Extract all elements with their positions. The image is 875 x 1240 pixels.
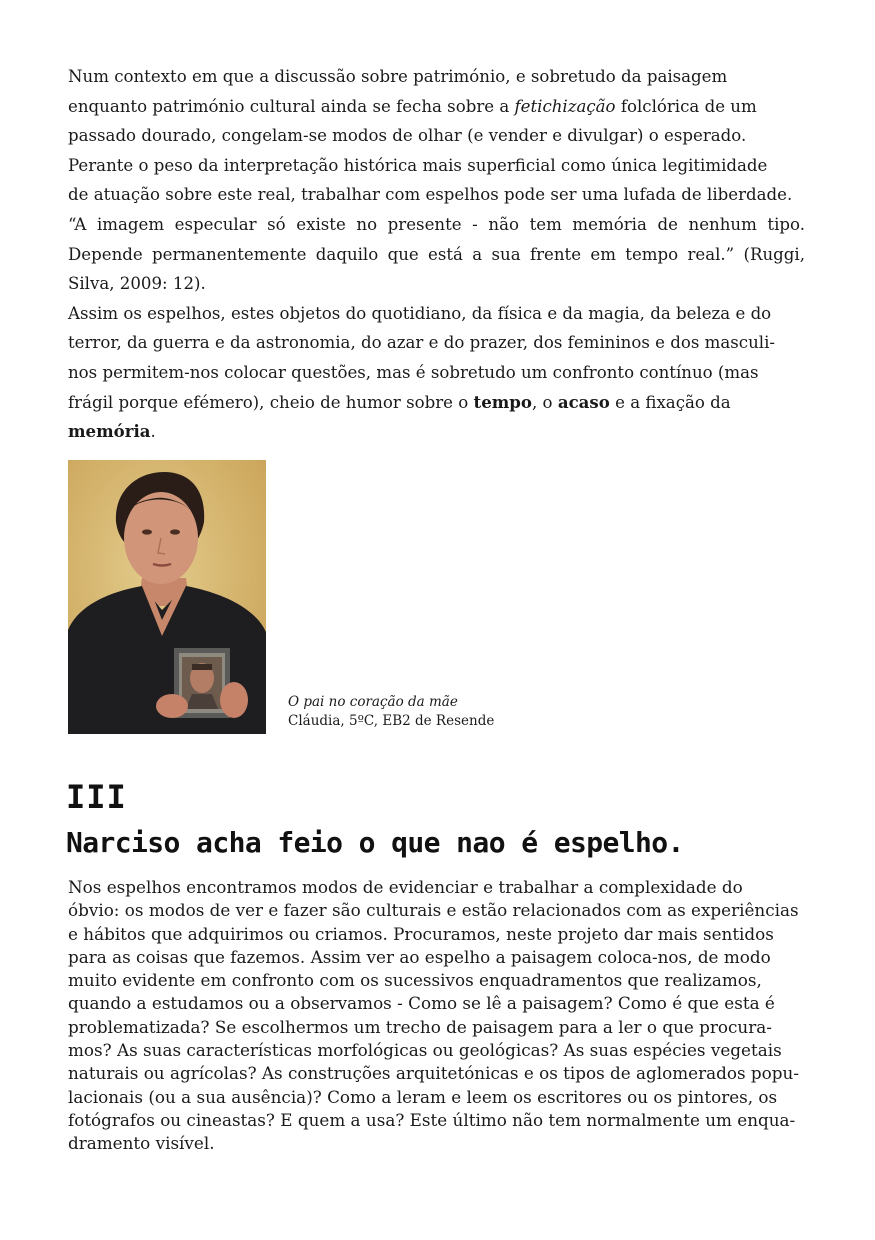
intro-line bbox=[68, 121, 805, 151]
text-run: Assim os espelhos, estes objetos do quotidiano, da física e da magia, da beleza e do bbox=[68, 303, 772, 323]
intro-line bbox=[68, 358, 805, 388]
caption-title: O pai no coração da mãe bbox=[288, 694, 458, 710]
text-run: enquanto património cultural ainda se fecha sobre a bbox=[68, 96, 515, 116]
body-line: lacionais (ou a sua ausência)? Como a leram e leem os escritores ou os pintores, os bbox=[68, 1086, 778, 1107]
body-line: óbvio: os modos de ver e fazer são culturais e estão relacionados com as experiências bbox=[68, 900, 799, 921]
intro-line bbox=[68, 388, 805, 418]
figure-caption bbox=[288, 693, 494, 731]
body-line: para as coisas que fazemos. Assim ver ao espelho a paisagem coloca-nos, de modo bbox=[68, 946, 771, 967]
text-run: , o bbox=[531, 392, 558, 412]
intro-line bbox=[68, 269, 805, 299]
text-run: Num contexto em que a discussão sobre património, e sobretudo da paisagem bbox=[68, 67, 728, 86]
intro-line bbox=[68, 210, 805, 240]
text-run: frágil porque efémero), cheio de humor sobre o bbox=[68, 392, 474, 412]
text-run: . bbox=[150, 422, 156, 442]
text-run: terror, da guerra e da astronomia, do azar e do prazer, dos femininos e dos masculi- bbox=[68, 333, 775, 353]
body-line: dramento visível. bbox=[68, 1133, 215, 1154]
intro-line bbox=[68, 151, 805, 181]
intro-line bbox=[68, 328, 805, 358]
section-number: III bbox=[66, 778, 127, 816]
text-run: folclórica de um bbox=[615, 96, 757, 116]
text-run: de atuação sobre este real, trabalhar com espelhos pode ser uma lufada de liberdade. bbox=[68, 185, 793, 205]
intro-line bbox=[68, 240, 805, 270]
emphasis-bold: tempo bbox=[473, 391, 532, 412]
text-run: Depende permanentemente daquilo que está a sua frente em tempo real.” (Ruggi, bbox=[68, 244, 805, 264]
intro-line bbox=[68, 62, 805, 92]
emphasis-bold: acaso bbox=[557, 391, 610, 412]
body-line: mos? As suas características morfológicas ou geológicas? As suas espécies vegetais bbox=[68, 1040, 782, 1061]
text-run: Silva, 2009: 12). bbox=[68, 274, 206, 294]
intro-line bbox=[68, 299, 805, 329]
section-title: Narciso acha feio o que nao é espelho. bbox=[66, 826, 684, 859]
text-run: “A imagem especular só existe no presente - não tem memória de nenhum tipo. bbox=[68, 214, 805, 234]
body-line: e hábitos que adquirimos ou criamos. Procuramos, neste projeto dar mais sentidos bbox=[68, 923, 774, 944]
body-line: fotógrafos ou cineastas? E quem a usa? Este último não tem normalmente um enqua- bbox=[68, 1109, 796, 1130]
portrait-illustration bbox=[68, 460, 266, 734]
portrait-photo bbox=[68, 460, 266, 734]
emphasis-italic: fetichização bbox=[514, 96, 616, 116]
intro-line bbox=[68, 92, 805, 122]
emphasis-bold: memória bbox=[68, 421, 151, 442]
body-line: Nos espelhos encontramos modos de evidenciar e trabalhar a complexidade do bbox=[68, 877, 743, 897]
text-run: passado dourado, congelam-se modos de olhar (e vender e divulgar) o esperado. bbox=[68, 126, 747, 146]
caption-author: Cláudia, 5ºC, EB2 de Resende bbox=[288, 713, 495, 729]
body-line: naturais ou agrícolas? As construções arquitetónicas e os tipos de aglomerados popu- bbox=[68, 1063, 800, 1084]
text-run: Perante o peso da interpretação histórica mais superficial como única legitimidade bbox=[68, 155, 768, 175]
intro-line bbox=[68, 180, 805, 210]
body-line: quando a estudamos ou a observamos - Como se lê a paisagem? Como é que esta é bbox=[68, 993, 775, 1014]
intro-paragraph bbox=[68, 62, 805, 447]
body-line: muito evidente em confronto com os sucessivos enquadramentos que realizamos, bbox=[68, 970, 762, 991]
text-run: e a fixação da bbox=[609, 392, 731, 412]
intro-line bbox=[68, 417, 805, 447]
body-line: problematizada? Se escolhermos um trecho de paisagem para a ler o que procura- bbox=[68, 1016, 772, 1037]
body-paragraph bbox=[68, 876, 805, 1156]
text-run: nos permitem-nos colocar questões, mas é sobretudo um confronto contínuo (mas bbox=[68, 362, 759, 382]
